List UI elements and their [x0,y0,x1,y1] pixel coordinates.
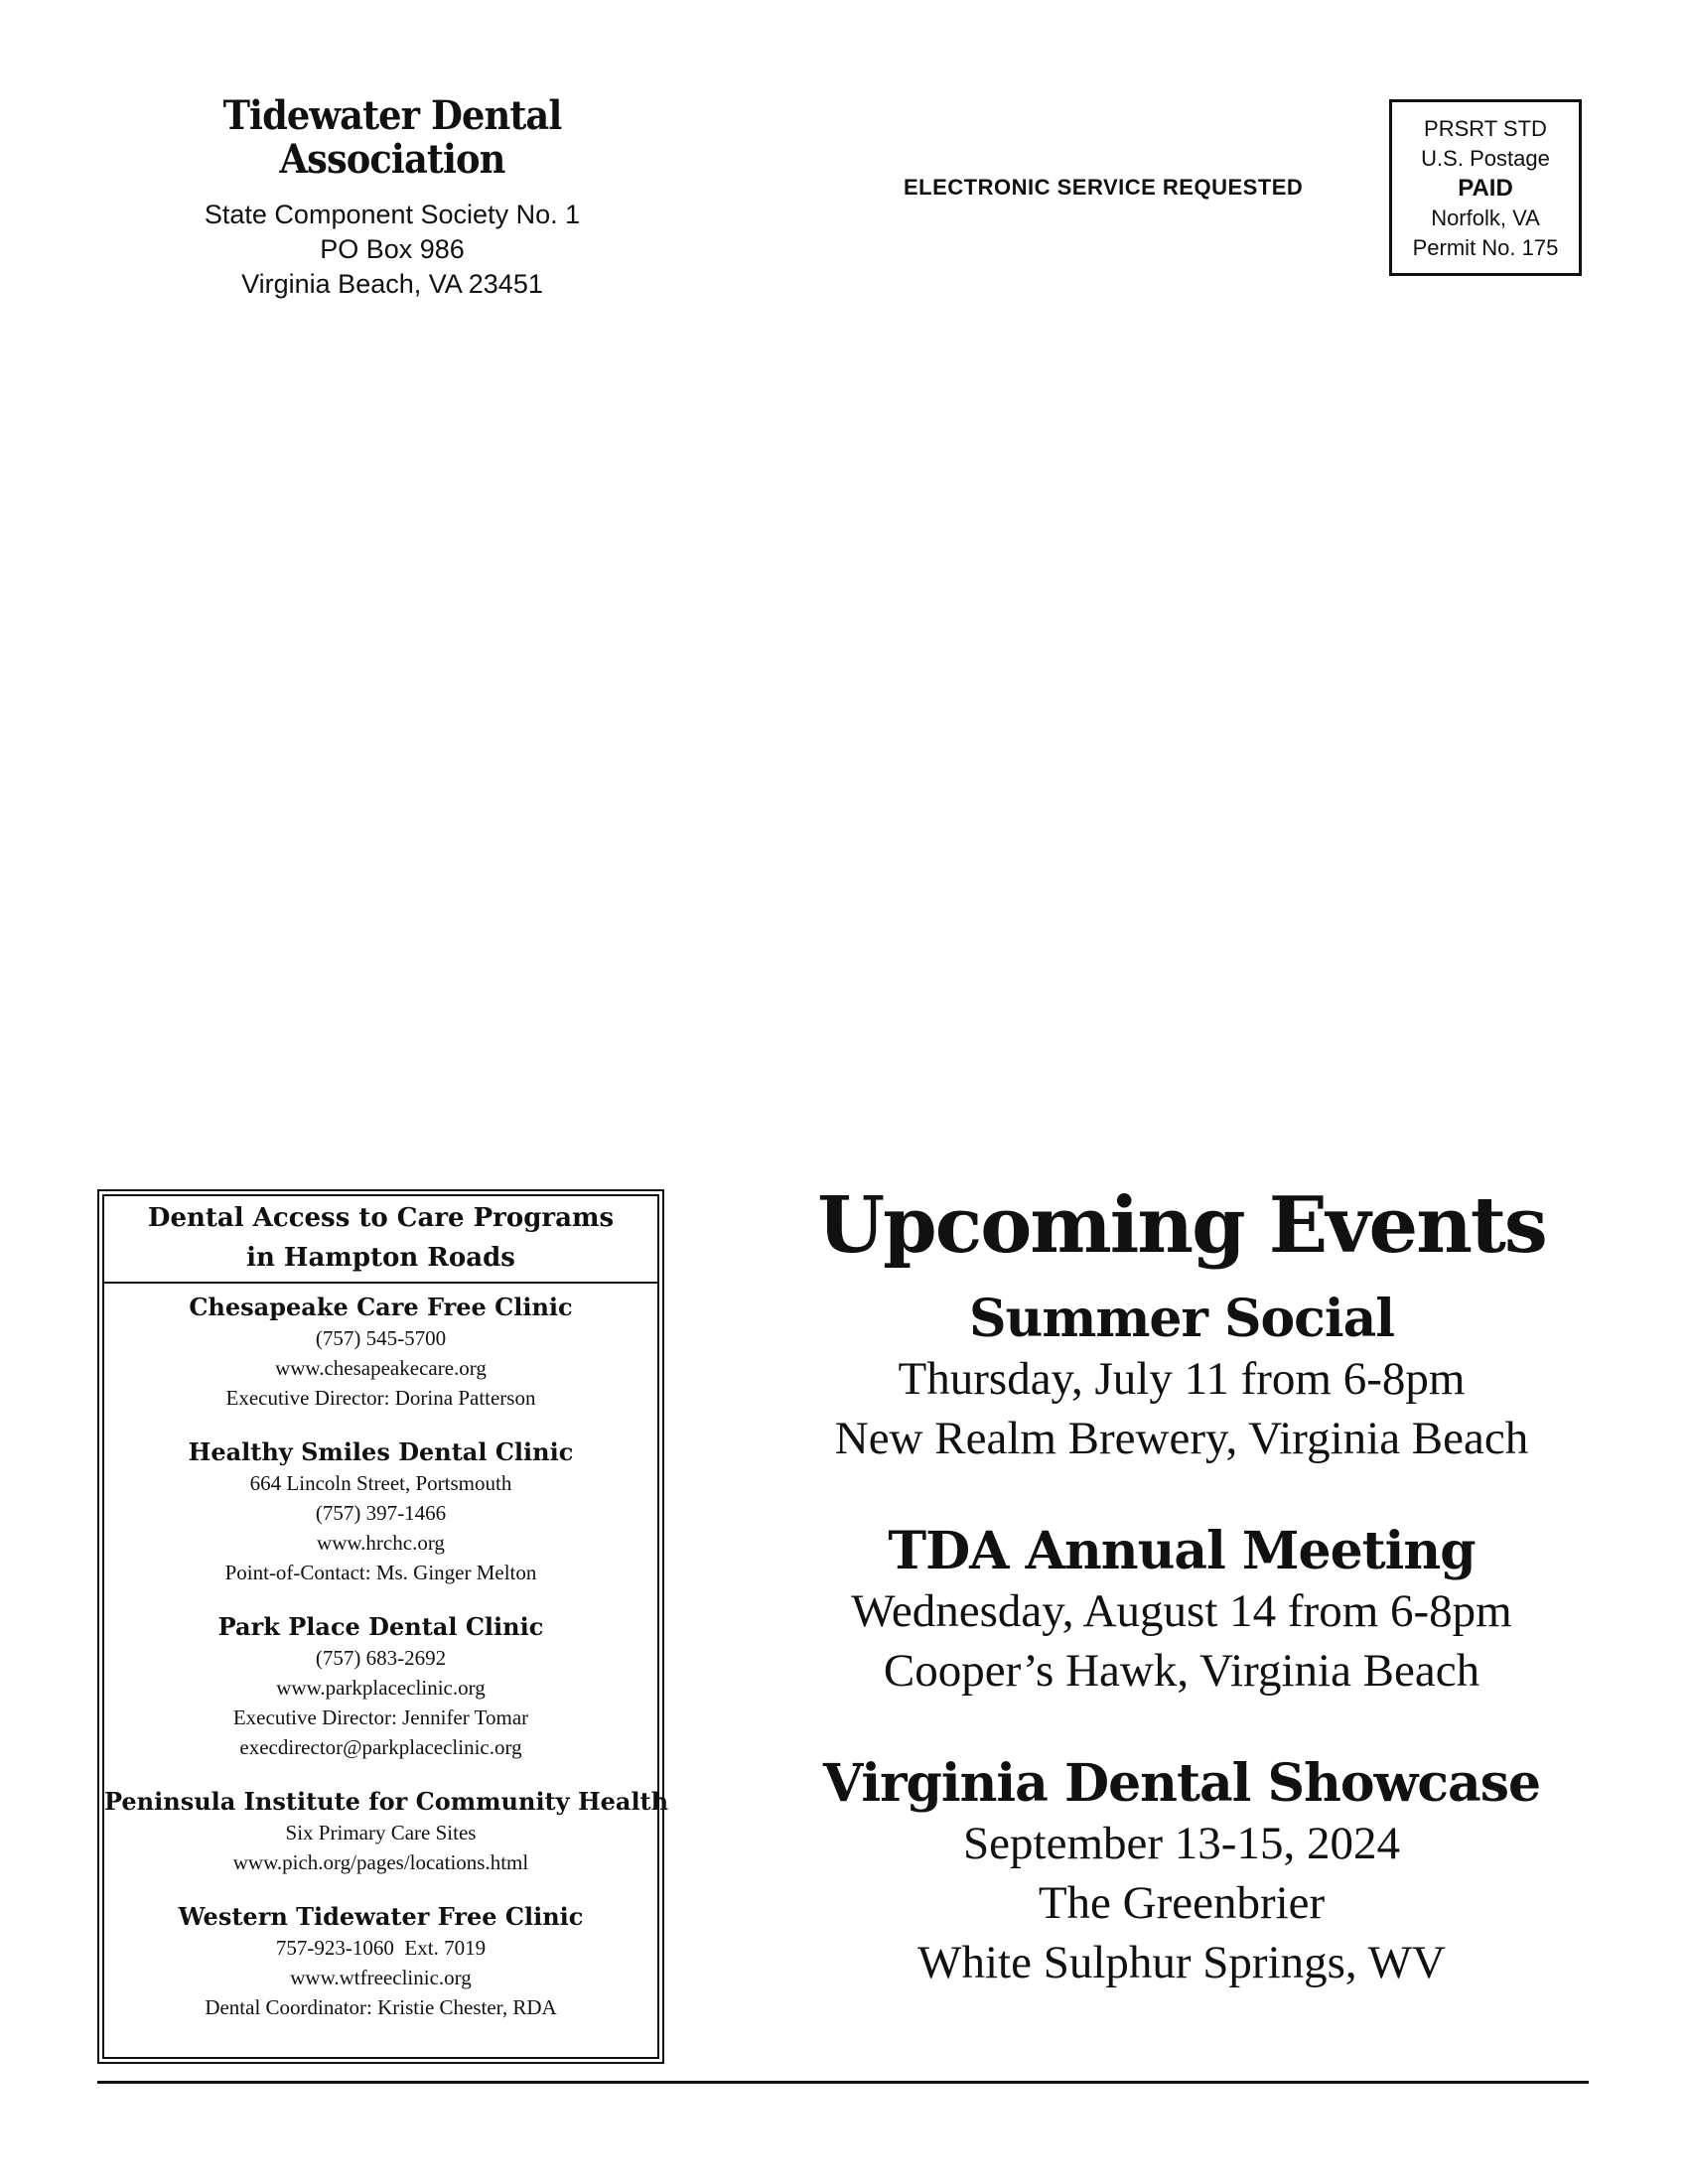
event-entry [735,1754,1628,1992]
clinic-entry [104,1436,657,1587]
return-address [129,94,655,302]
postage-label: U.S. Postage [1421,146,1550,171]
clinic-entry [104,1292,657,1413]
clinic-website: www.pich.org/pages/locations.html [232,1850,529,1874]
postage-class: PRSRT STD [1424,116,1547,141]
postage-indicia [1389,99,1582,276]
service-requested-endorsement: ELECTRONIC SERVICE REQUESTED [904,175,1304,200]
access-to-care-box [97,1189,669,2064]
clinic-entry [104,1901,657,2022]
clinic-website: www.hrchc.org [317,1531,445,1555]
event-date: Wednesday, August 14 from 6-8pm [851,1585,1512,1637]
access-heading-line-1: Dental Access to Care Programs [147,1203,615,1233]
clinic-website: www.parkplaceclinic.org [276,1676,486,1700]
access-heading-line-2: in Hampton Roads [246,1243,515,1273]
clinic-name: Healthy Smiles Dental Clinic [188,1437,574,1466]
clinic-phone: (757) 683-2692 [315,1646,447,1670]
clinic-website: www.wtfreeclinic.org [290,1966,472,1989]
clinic-email: execdirector@parkplaceclinic.org [239,1735,522,1759]
event-name: Virginia Dental Showcase [822,1753,1541,1814]
clinic-list [104,1284,669,2022]
event-name: TDA Annual Meeting [888,1521,1476,1581]
clinic-phone: (757) 397-1466 [315,1501,447,1525]
event-venue: The Greenbrier [1038,1877,1326,1929]
event-location: Cooper’s Hawk, Virginia Beach [883,1645,1480,1697]
clinic-name: Peninsula Institute for Community Health [104,1787,669,1816]
clinic-contact: Dental Coordinator: Kristie Chester, RDA [205,1995,557,2019]
postage-city: Norfolk, VA [1431,205,1540,230]
event-location: New Realm Brewery, Virginia Beach [834,1413,1529,1464]
event-entry [735,1522,1628,1701]
address-line-society: State Component Society No. 1 [204,200,581,229]
clinic-contact: Executive Director: Dorina Patterson [225,1386,536,1410]
clinic-name: Park Place Dental Clinic [217,1612,544,1641]
postage-paid: PAID [1458,175,1513,202]
upcoming-events [735,1176,1628,2046]
event-date: September 13-15, 2024 [963,1818,1400,1869]
clinic-phone: (757) 545-5700 [315,1326,447,1350]
bottom-divider [97,2081,1589,2084]
clinic-sites: Six Primary Care Sites [285,1821,477,1844]
address-line-po-box: PO Box 986 [320,234,465,264]
clinic-address: 664 Lincoln Street, Portsmouth [249,1471,512,1495]
access-to-care-heading [104,1196,657,1284]
address-line-city: Virginia Beach, VA 23451 [241,269,543,299]
clinic-website: www.chesapeakecare.org [275,1356,487,1380]
postage-permit: Permit No. 175 [1412,235,1559,260]
clinic-phone: 757-923-1060 Ext. 7019 [275,1936,487,1960]
clinic-name: Chesapeake Care Free Clinic [189,1293,573,1321]
clinic-entry [104,1786,669,1877]
events-heading: Upcoming Events [817,1180,1546,1271]
clinic-contact: Executive Director: Jennifer Tomar [232,1706,529,1729]
clinic-contact: Point-of-Contact: Ms. Ginger Melton [224,1561,537,1584]
clinic-name: Western Tidewater Free Clinic [178,1902,584,1931]
access-to-care-inner-frame [102,1194,669,2059]
event-name: Summer Social [968,1289,1395,1349]
event-date: Thursday, July 11 from 6-8pm [898,1353,1466,1405]
clinic-entry [104,1611,657,1762]
organization-logotype: Tidewater Dental Association [222,92,562,183]
event-location: White Sulphur Springs, WV [917,1937,1446,1988]
event-entry [735,1290,1628,1468]
